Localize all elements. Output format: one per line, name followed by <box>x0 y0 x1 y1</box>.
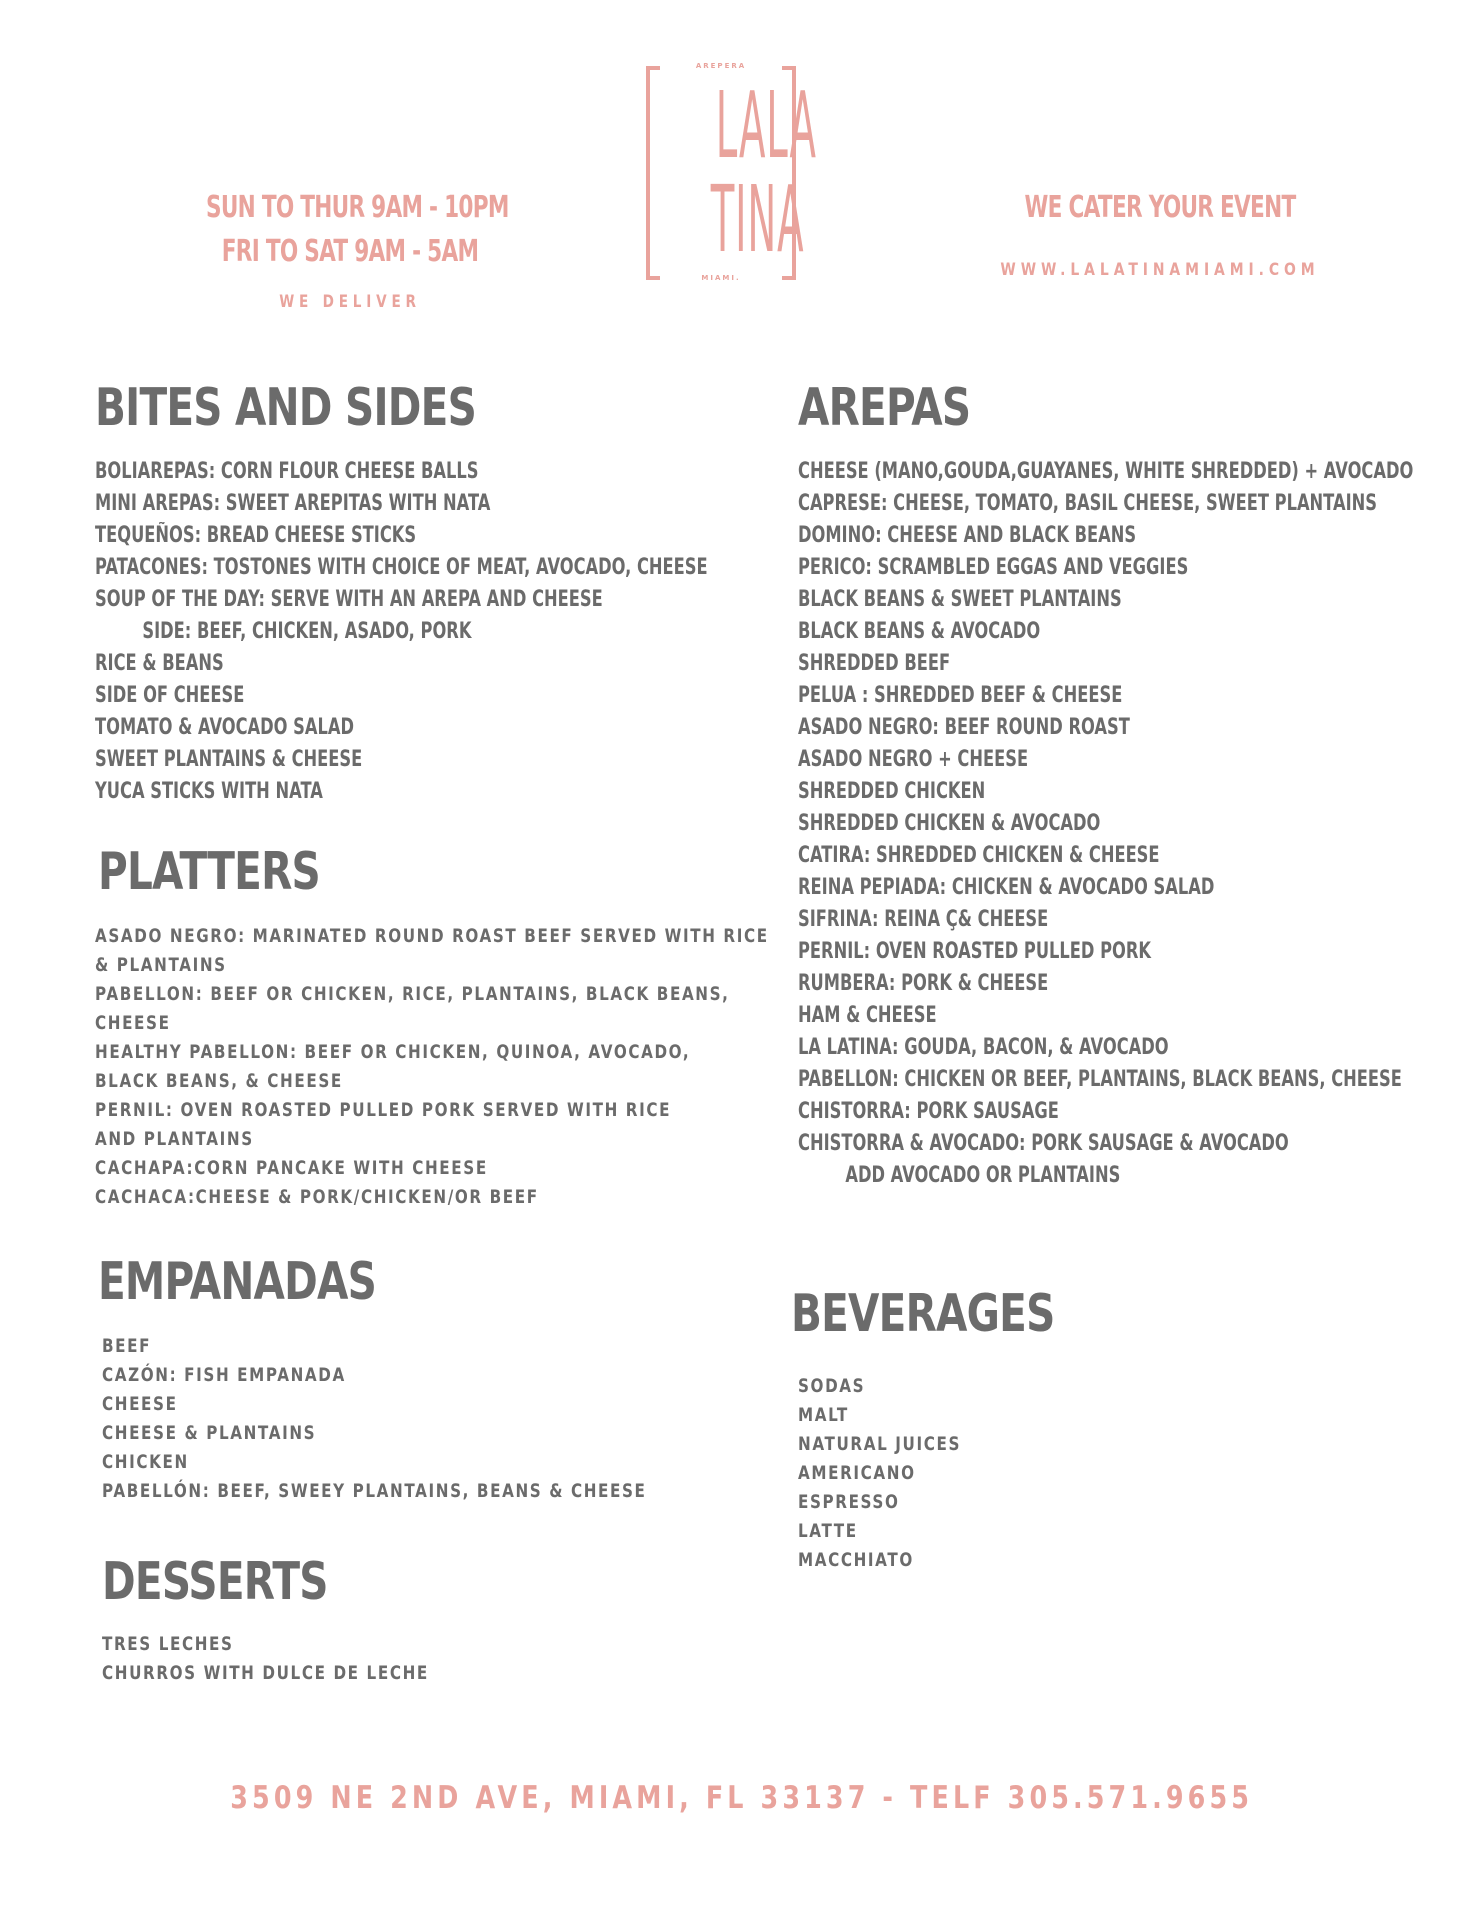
logo-word-line1: LALA <box>715 72 817 179</box>
list-item: YUCA STICKS WITH NATA <box>95 779 323 804</box>
list-item: SHREDDED CHICKEN <box>798 779 986 804</box>
footer <box>0 1780 1484 1816</box>
arepas-heading: AREPAS <box>798 378 971 438</box>
list-item: DOMINO: CHEESE AND BLACK BEANS <box>798 523 1137 548</box>
list-item: REINA PEPIADA: CHICKEN & AVOCADO SALAD <box>798 875 1215 900</box>
list-item: RICE & BEANS <box>95 651 224 676</box>
list-item: SODAS <box>798 1375 866 1397</box>
hours-weekdays: SUN TO THUR 9AM - 10PM <box>206 190 509 225</box>
list-item: SOUP OF THE DAY: SERVE WITH AN AREPA AND CHEESE <box>95 587 603 612</box>
logo-bottom-text: MIAMI. <box>701 274 741 282</box>
list-item: CAPRESE: CHEESE, TOMATO, BASIL CHEESE, SWEET PLANTAINS <box>798 491 1378 516</box>
list-item: CATIRA: SHREDDED CHICKEN & CHEESE <box>798 843 1160 868</box>
platters-heading: PLATTERS <box>98 842 320 902</box>
list-item: CHEESE <box>95 1012 171 1034</box>
beverages-heading: BEVERAGES <box>791 1284 1055 1344</box>
list-item: PABELLON: CHICKEN OR BEEF, PLANTAINS, BLACK BEANS, CHEESE <box>798 1067 1402 1092</box>
list-item: SIDE OF CHEESE <box>95 683 245 708</box>
list-item: CHEESE & PLANTAINS <box>102 1422 317 1444</box>
list-item: PERNIL: OVEN ROASTED PULLED PORK SERVED WITH RICE <box>95 1099 672 1121</box>
list-item: CACHAPA:CORN PANCAKE WITH CHEESE <box>95 1157 488 1179</box>
list-item: ESPRESSO <box>798 1491 900 1513</box>
list-item: MALT <box>798 1404 849 1426</box>
list-item: PERNIL: OVEN ROASTED PULLED PORK <box>798 939 1152 964</box>
list-item: MINI AREPAS: SWEET AREPITAS WITH NATA <box>95 491 491 516</box>
logo <box>646 62 817 287</box>
list-item: PERICO: SCRAMBLED EGGAS AND VEGGIES <box>798 555 1189 580</box>
list-item: BOLIAREPAS: CORN FLOUR CHEESE BALLS <box>95 459 479 484</box>
logo-top-text: AREPERA <box>695 62 747 70</box>
arepas-list <box>798 456 1484 1192</box>
desserts-list <box>102 1630 511 1688</box>
hours-block <box>150 186 550 312</box>
list-item: PABELLÓN: BEEF, SWEEY PLANTAINS, BEANS & CHEESE <box>102 1480 647 1502</box>
list-item: BEEF <box>102 1335 152 1357</box>
list-item: ASADO NEGRO: BEEF ROUND ROAST <box>798 715 1130 740</box>
empanadas-heading: EMPANADAS <box>98 1252 377 1312</box>
list-item: CHURROS WITH DULCE DE LECHE <box>102 1662 429 1684</box>
bites-heading: BITES AND SIDES <box>95 378 477 438</box>
list-item: PABELLON: BEEF OR CHICKEN, RICE, PLANTAINS, BLACK BEANS, <box>95 983 730 1005</box>
list-item: AMERICANO <box>798 1462 916 1484</box>
list-item: & PLANTAINS <box>95 954 227 976</box>
list-item: CAZÓN: FISH EMPANADA <box>102 1364 346 1386</box>
list-item: SHREDDED CHICKEN & AVOCADO <box>798 811 1101 836</box>
delivery-note: WE DELIVER <box>279 292 421 312</box>
list-item: MACCHIATO <box>798 1549 914 1571</box>
hours-weekend: FRI TO SAT 9AM - 5AM <box>221 234 479 269</box>
empanadas-list <box>102 1332 783 1506</box>
list-item: HAM & CHEESE <box>798 1003 937 1028</box>
beverages-list <box>798 1372 1002 1575</box>
list-item: CACHACA:CHEESE & PORK/CHICKEN/OR BEEF <box>95 1186 539 1208</box>
list-item: BLACK BEANS & SWEET PLANTAINS <box>798 587 1122 612</box>
footer-address: 3509 NE 2ND AVE, MIAMI, FL 33137 - TELF 305.571.9655 <box>230 1780 1254 1816</box>
list-item: ASADO NEGRO + CHEESE <box>798 747 1029 772</box>
list-item: SHREDDED BEEF <box>798 651 951 676</box>
list-item: SIFRINA: REINA Ç& CHEESE <box>798 907 1049 932</box>
list-item: PATACONES: TOSTONES WITH CHOICE OF MEAT, AVOCADO, CHEESE <box>95 555 708 580</box>
desserts-heading: DESSERTS <box>102 1552 328 1612</box>
list-item: BLACK BEANS & AVOCADO <box>798 619 1041 644</box>
list-item: LATTE <box>798 1520 858 1542</box>
catering-note: WE CATER YOUR EVENT <box>1024 190 1296 225</box>
list-item: HEALTHY PABELLON: BEEF OR CHICKEN, QUINOA, AVOCADO, <box>95 1041 691 1063</box>
list-item: BLACK BEANS, & CHEESE <box>95 1070 343 1092</box>
list-item: ASADO NEGRO: MARINATED ROUND ROAST BEEF SERVED WITH RICE <box>95 925 769 947</box>
list-item: TEQUEÑOS: BREAD CHEESE STICKS <box>95 523 417 548</box>
logo-word-line2: TINA <box>710 166 805 273</box>
list-item: TOMATO & AVOCADO SALAD <box>95 715 354 740</box>
list-item: NATURAL JUICES <box>798 1433 961 1455</box>
list-item: ADD AVOCADO OR PLANTAINS <box>845 1163 1121 1188</box>
list-item: SIDE: BEEF, CHICKEN, ASADO, PORK <box>142 619 472 644</box>
list-item: CHEESE (MANO,GOUDA,GUAYANES, WHITE SHREDDED) + AVOCADO <box>798 459 1414 484</box>
catering-block <box>960 186 1360 280</box>
website-link[interactable]: WWW.LALATINAMIAMI.COM <box>1000 260 1320 280</box>
list-item: CHICKEN <box>102 1451 189 1473</box>
list-item: TRES LECHES <box>102 1633 234 1655</box>
list-item: AND PLANTAINS <box>95 1128 254 1150</box>
list-item: PELUA : SHREDDED BEEF & CHEESE <box>798 683 1123 708</box>
list-item: CHISTORRA: PORK SAUSAGE <box>798 1099 1059 1124</box>
list-item: SWEET PLANTAINS & CHEESE <box>95 747 363 772</box>
list-item: CHEESE <box>102 1393 178 1415</box>
list-item: LA LATINA: GOUDA, BACON, & AVOCADO <box>798 1035 1169 1060</box>
list-item: CHISTORRA & AVOCADO: PORK SAUSAGE & AVOCADO <box>798 1131 1289 1156</box>
list-item: RUMBERA: PORK & CHEESE <box>798 971 1049 996</box>
